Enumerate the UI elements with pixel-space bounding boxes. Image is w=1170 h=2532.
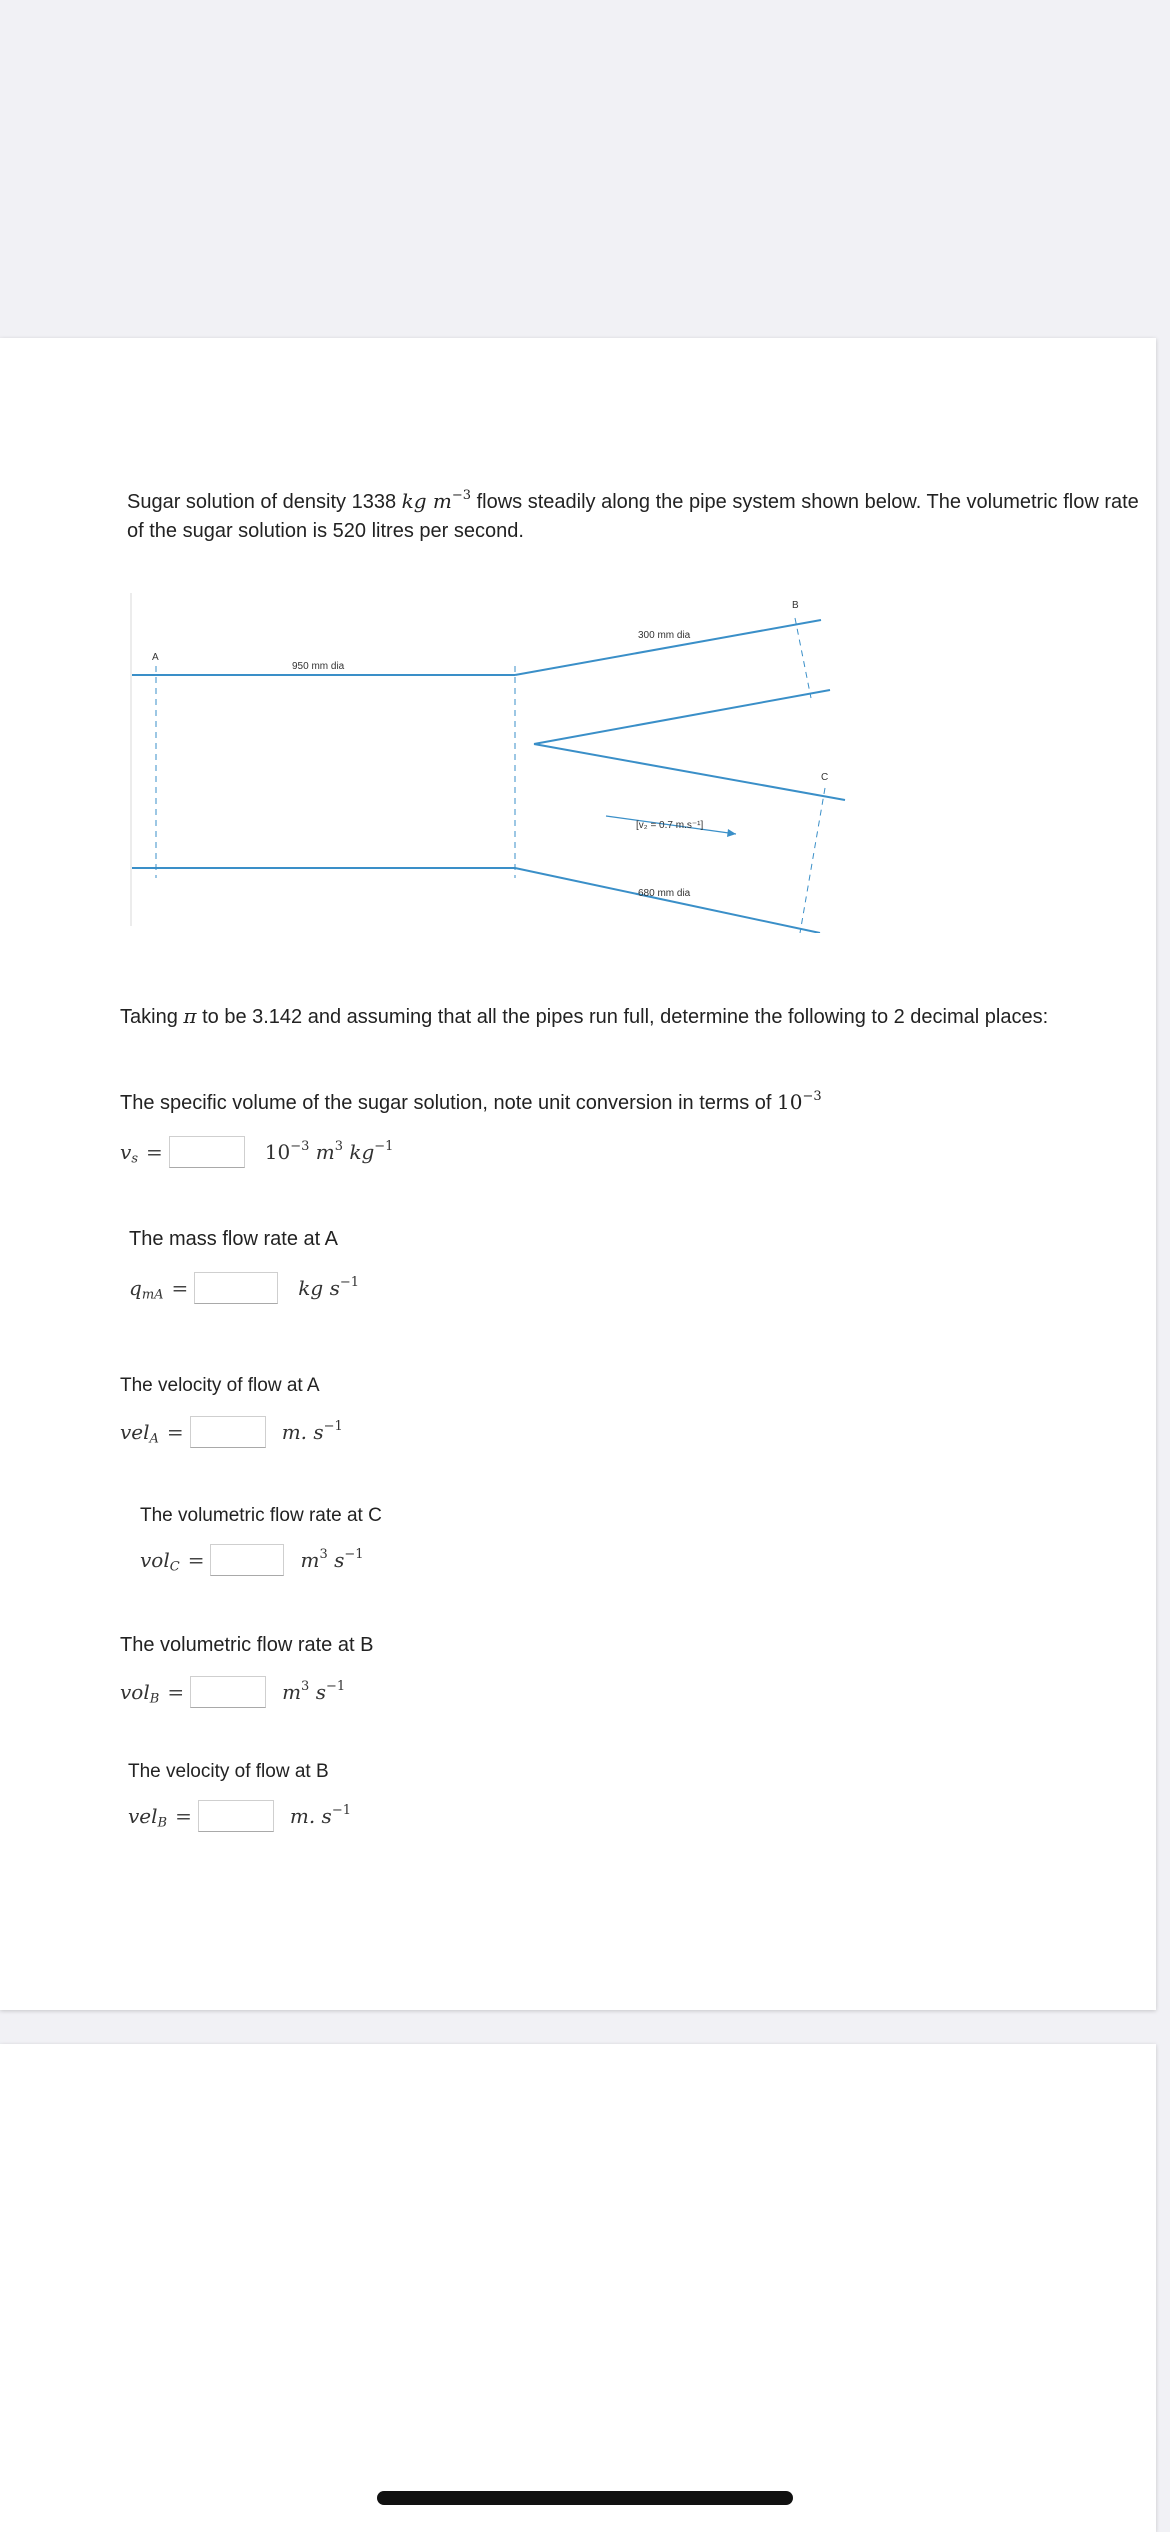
unit-s: s: [334, 1548, 345, 1572]
unit-label: [282, 1420, 343, 1444]
question-prompt: The velocity of flow at A: [120, 1375, 320, 1396]
answer-row-mass-flow-a: [129, 1272, 359, 1304]
variable-symbol: q: [129, 1276, 142, 1300]
home-indicator-bar[interactable]: [377, 2491, 793, 2505]
label-b: B: [792, 600, 799, 611]
unit-s: s: [315, 1680, 326, 1704]
answer-row-volumetric-flow-c: [140, 1544, 364, 1576]
volumetric-flow-b-input[interactable]: [190, 1676, 266, 1708]
next-question-card: [0, 2044, 1156, 2532]
velocity-b-input[interactable]: [198, 1800, 274, 1832]
equals-sign: =: [145, 1140, 163, 1164]
variable-symbol: vel: [128, 1804, 158, 1828]
density-unit: kg m: [401, 489, 452, 513]
question-prompt: The mass flow rate at A: [129, 1228, 338, 1250]
question-volumetric-flow-c: [140, 1504, 382, 1527]
unit-s-exponent: −1: [323, 1418, 343, 1434]
label-c: C: [821, 772, 829, 783]
variable-subscript: C: [169, 1559, 180, 1575]
label-950-dia: 950 mm dia: [292, 661, 345, 672]
unit-label: [298, 1276, 359, 1300]
variable-label: [120, 1140, 138, 1167]
prompt-math-exponent: −3: [802, 1088, 822, 1104]
unit-s-exponent: −1: [344, 1546, 364, 1562]
unit-s: s: [329, 1276, 340, 1300]
unit-m: m: [282, 1680, 302, 1704]
question-prompt: The specific volume of the sugar solution, note unit conversion in terms of: [120, 1092, 778, 1114]
mass-flow-a-input[interactable]: [194, 1272, 278, 1304]
equals-sign: =: [187, 1548, 205, 1572]
variable-subscript: B: [157, 1815, 168, 1831]
variable-symbol: vol: [120, 1680, 150, 1704]
unit-label: [290, 1804, 351, 1828]
unit-label: [282, 1680, 345, 1704]
unit-label: [300, 1548, 363, 1572]
answer-row-volumetric-flow-b: [120, 1676, 345, 1708]
variable-symbol: v: [120, 1140, 132, 1164]
instructions-text: Taking: [120, 1006, 184, 1028]
unit-m: m: [300, 1548, 320, 1572]
label-300-dia: 300 mm dia: [638, 630, 691, 641]
variable-subscript: mA: [141, 1287, 164, 1303]
equals-sign: =: [175, 1804, 192, 1828]
pi-symbol: π: [183, 1004, 197, 1028]
variable-subscript: B: [149, 1691, 160, 1707]
question-velocity-b: [128, 1760, 329, 1783]
volumetric-flow-c-input[interactable]: [210, 1544, 284, 1576]
upper-branch-inner-wall: [534, 690, 830, 744]
question-prompt: The volumetric flow rate at C: [140, 1505, 382, 1526]
unit-kg: kg: [349, 1140, 375, 1164]
label-a: A: [152, 652, 159, 663]
velocity-a-input[interactable]: [190, 1416, 266, 1448]
unit-m: m: [315, 1140, 335, 1164]
question-specific-volume: [120, 1090, 822, 1115]
variable-label: [128, 1804, 168, 1831]
intro-text: Sugar solution of density 1338: [127, 491, 402, 513]
label-680-dia: 680 mm dia: [638, 888, 691, 899]
unit-s: s: [321, 1804, 332, 1828]
unit-m-exponent: 3: [301, 1678, 310, 1694]
variable-label: [129, 1276, 164, 1303]
unit-m: m.: [281, 1420, 308, 1444]
equals-sign: =: [171, 1276, 189, 1300]
variable-label: [140, 1548, 180, 1575]
velocity-label: [v₂ = 0.7 m.s⁻¹]: [636, 820, 704, 831]
unit-base-exponent: −3: [290, 1138, 310, 1154]
equals-sign: =: [167, 1680, 185, 1704]
unit-m: m.: [289, 1804, 316, 1828]
pipe-system-diagram: [128, 588, 868, 933]
unit-s-exponent: −1: [325, 1678, 346, 1694]
variable-subscript: A: [149, 1431, 159, 1447]
instructions-text-continued: to be 3.142 and assuming that all the pipes run full, determine the following to 2 decimal places:: [196, 1006, 1049, 1028]
answer-row-velocity-b: [128, 1800, 351, 1832]
question-prompt: The volumetric flow rate at B: [120, 1634, 374, 1656]
section-c-line: [800, 788, 825, 933]
unit-s-exponent: −1: [331, 1802, 351, 1818]
specific-volume-input[interactable]: [169, 1136, 245, 1168]
lower-branch-inner-wall: [534, 744, 845, 800]
equals-sign: =: [166, 1420, 184, 1444]
unit-kg-exponent: −1: [374, 1138, 394, 1154]
unit-m-exponent: 3: [319, 1546, 328, 1562]
variable-label: [120, 1680, 160, 1707]
unit-label: [265, 1140, 394, 1164]
unit-m-exponent: 3: [334, 1138, 343, 1154]
question-prompt: The velocity of flow at B: [128, 1761, 329, 1782]
unit-s-exponent: −1: [339, 1274, 360, 1290]
question-mass-flow-a: [129, 1228, 338, 1251]
unit-s: s: [313, 1420, 324, 1444]
upper-branch-outer-wall: [515, 620, 821, 675]
unit-base: 10: [264, 1140, 291, 1164]
answer-row-velocity-a: [120, 1416, 343, 1448]
section-b-line: [795, 618, 811, 698]
question-volumetric-flow-b: [120, 1634, 373, 1657]
intro-text-continued: flows steadily along the pipe system shown below. The volumetric flow rate of the sugar solution is 520 litres per second.: [127, 491, 1139, 542]
problem-intro: [127, 487, 1147, 546]
variable-symbol: vel: [120, 1420, 150, 1444]
density-unit-exponent: −3: [451, 487, 472, 503]
answer-row-specific-volume: [120, 1136, 393, 1168]
variable-subscript: s: [131, 1151, 138, 1167]
variable-label: [120, 1420, 159, 1447]
instructions: [120, 1004, 1048, 1029]
unit-kg: kg: [298, 1276, 324, 1300]
velocity-arrow-head: [727, 829, 736, 837]
prompt-math: 10: [777, 1090, 803, 1114]
question-velocity-a: [120, 1374, 320, 1397]
variable-symbol: vol: [140, 1548, 170, 1572]
question-card: [0, 338, 1156, 2010]
lower-branch-outer-wall: [515, 868, 820, 933]
